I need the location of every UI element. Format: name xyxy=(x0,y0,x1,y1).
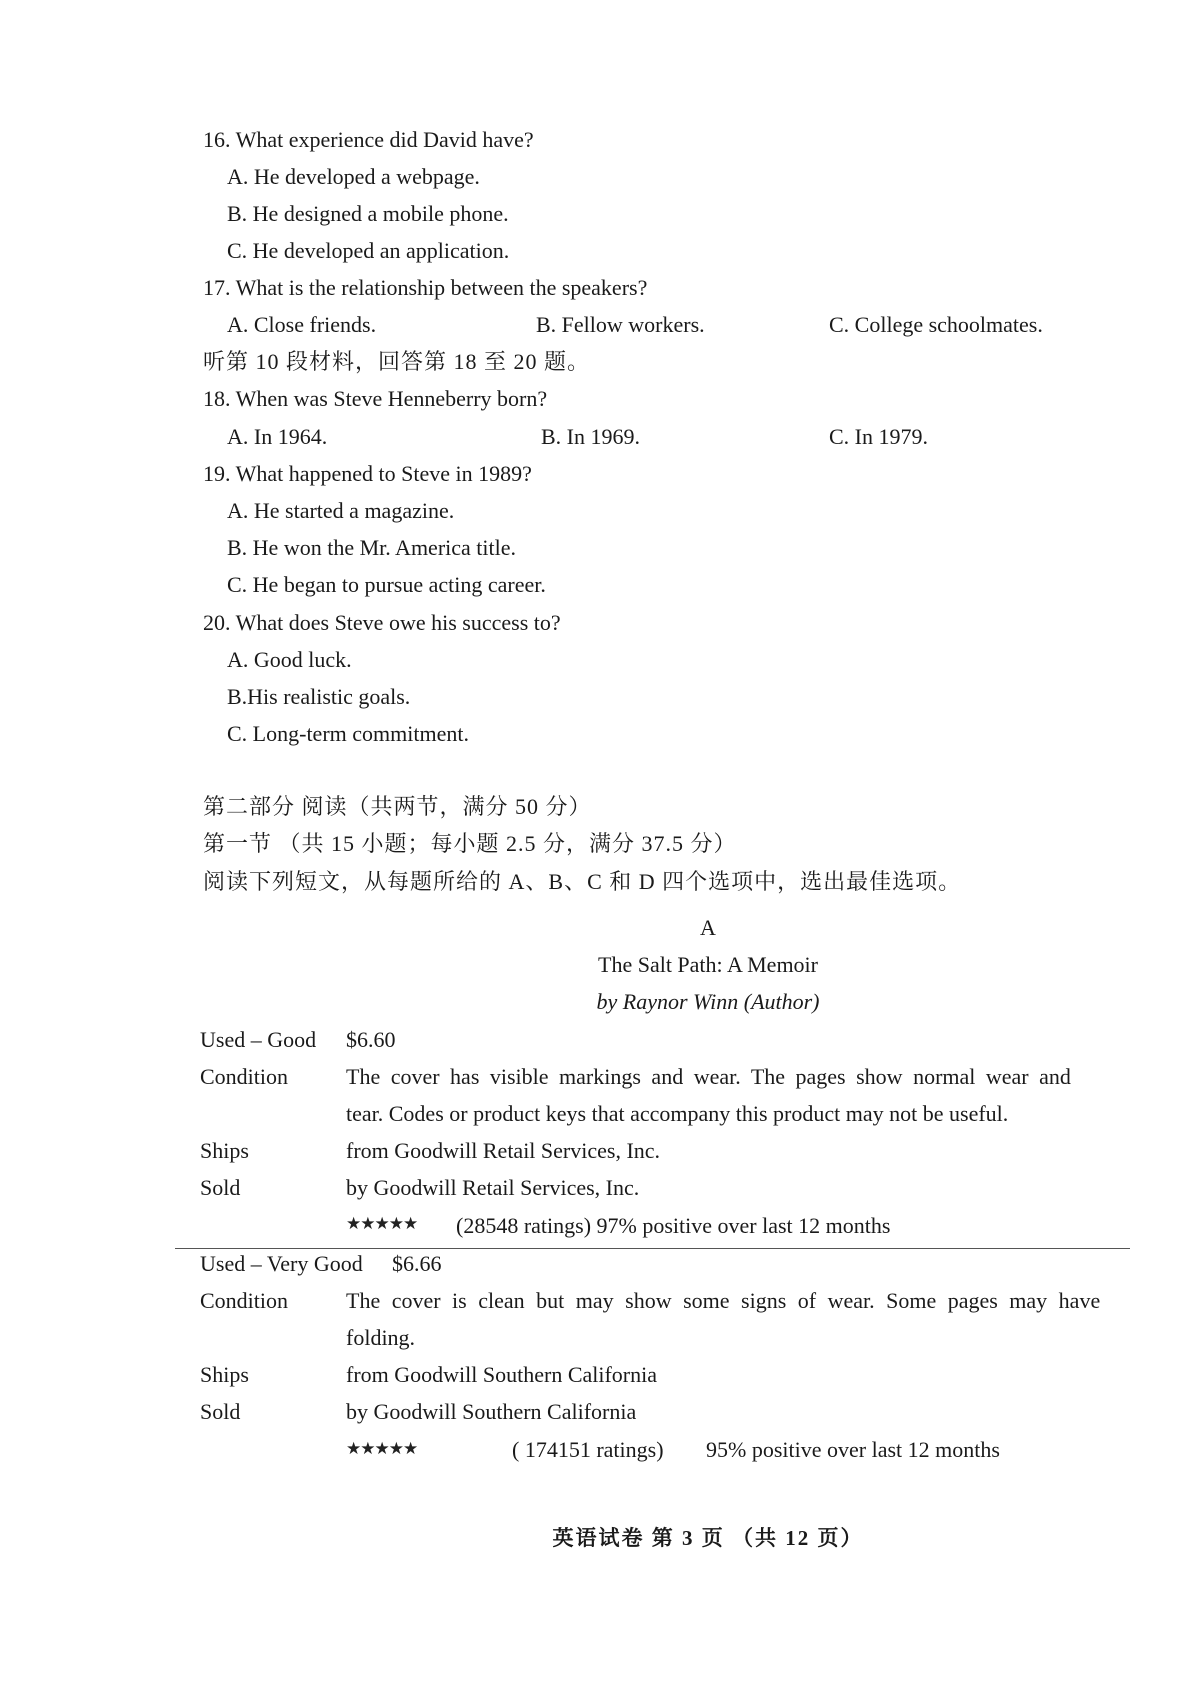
q17-stem: 17. What is the relationship between the speakers? xyxy=(203,275,648,300)
listing1-ships-label: Ships xyxy=(200,1138,249,1163)
listing1-ships: from Goodwill Retail Services, Inc. xyxy=(346,1138,661,1163)
q19-option-b: B. He won the Mr. America title. xyxy=(227,535,516,560)
q16-option-b: B. He designed a mobile phone. xyxy=(227,201,509,226)
q16-option-a: A. He developed a webpage. xyxy=(227,164,480,189)
q20-stem: 20. What does Steve owe his success to? xyxy=(203,610,561,635)
listing2-star-icon: ★★★★★ xyxy=(346,1439,418,1458)
listing2-grade: Used – Very Good xyxy=(200,1251,363,1276)
passage-letter: A xyxy=(700,915,716,940)
reading-section-title: 第一节 （共 15 小题；每小题 2.5 分，满分 37.5 分） xyxy=(203,831,737,856)
listing2-condition-line2: folding. xyxy=(346,1325,416,1350)
listing2-ratings-count: ( 174151 ratings) xyxy=(512,1437,664,1462)
q17-option-a: A. Close friends. xyxy=(227,312,377,337)
listing2-ships-label: Ships xyxy=(200,1362,249,1387)
listing2-condition-label: Condition xyxy=(200,1288,289,1313)
listing-divider xyxy=(175,1248,1130,1249)
q16-stem: 16. What experience did David have? xyxy=(203,127,534,152)
listing2-ships: from Goodwill Southern California xyxy=(346,1362,658,1387)
listing2-price: $6.66 xyxy=(392,1251,442,1276)
q18-stem: 18. When was Steve Henneberry born? xyxy=(203,386,548,411)
listing2-sold-label: Sold xyxy=(200,1399,241,1424)
listing1-sold: by Goodwill Retail Services, Inc. xyxy=(346,1175,640,1200)
listing1-condition-line2: tear. Codes or product keys that accompany this product may not be useful. xyxy=(346,1101,1009,1126)
q19-option-c: C. He began to pursue acting career. xyxy=(227,572,546,597)
section10-instruction: 听第 10 段材料，回答第 18 至 20 题。 xyxy=(203,349,591,374)
q18-option-b: B. In 1969. xyxy=(541,424,640,449)
listing2-sold: by Goodwill Southern California xyxy=(346,1399,637,1424)
book-author: by Raynor Winn (Author) xyxy=(596,989,820,1014)
q17-option-b: B. Fellow workers. xyxy=(536,312,705,337)
reading-instruction: 阅读下列短文，从每题所给的 A、B、C 和 D 四个选项中，选出最佳选项。 xyxy=(203,869,962,894)
listing1-star-icon: ★★★★★ xyxy=(346,1214,418,1233)
q20-option-c: C. Long-term commitment. xyxy=(227,721,469,746)
q16-option-c: C. He developed an application. xyxy=(227,238,510,263)
q18-option-c: C. In 1979. xyxy=(829,424,928,449)
listing2-condition-line1: The cover is clean but may show some signs of wear. Some pages may have xyxy=(346,1288,1101,1313)
book-title: The Salt Path: A Memoir xyxy=(598,952,818,977)
listing1-price: $6.60 xyxy=(346,1027,396,1052)
q20-option-a: A. Good luck. xyxy=(227,647,352,672)
q17-option-c: C. College schoolmates. xyxy=(829,312,1043,337)
listing1-ratings: (28548 ratings) 97% positive over last 12 months xyxy=(456,1213,891,1238)
reading-part-title: 第二部分 阅读（共两节，满分 50 分） xyxy=(203,794,592,819)
q18-option-a: A. In 1964. xyxy=(227,424,328,449)
listing1-condition-label: Condition xyxy=(200,1064,289,1089)
listing1-grade: Used – Good xyxy=(200,1027,317,1052)
page-footer: 英语试卷 第 3 页 （共 12 页） xyxy=(552,1526,864,1550)
q19-stem: 19. What happened to Steve in 1989? xyxy=(203,461,532,486)
q20-option-b: B.His realistic goals. xyxy=(227,684,411,709)
listing1-sold-label: Sold xyxy=(200,1175,241,1200)
listing2-ratings-positive: 95% positive over last 12 months xyxy=(706,1437,1000,1462)
listing1-condition-line1: The cover has visible markings and wear. The pages show normal wear and xyxy=(346,1064,1071,1089)
q19-option-a: A. He started a magazine. xyxy=(227,498,455,523)
